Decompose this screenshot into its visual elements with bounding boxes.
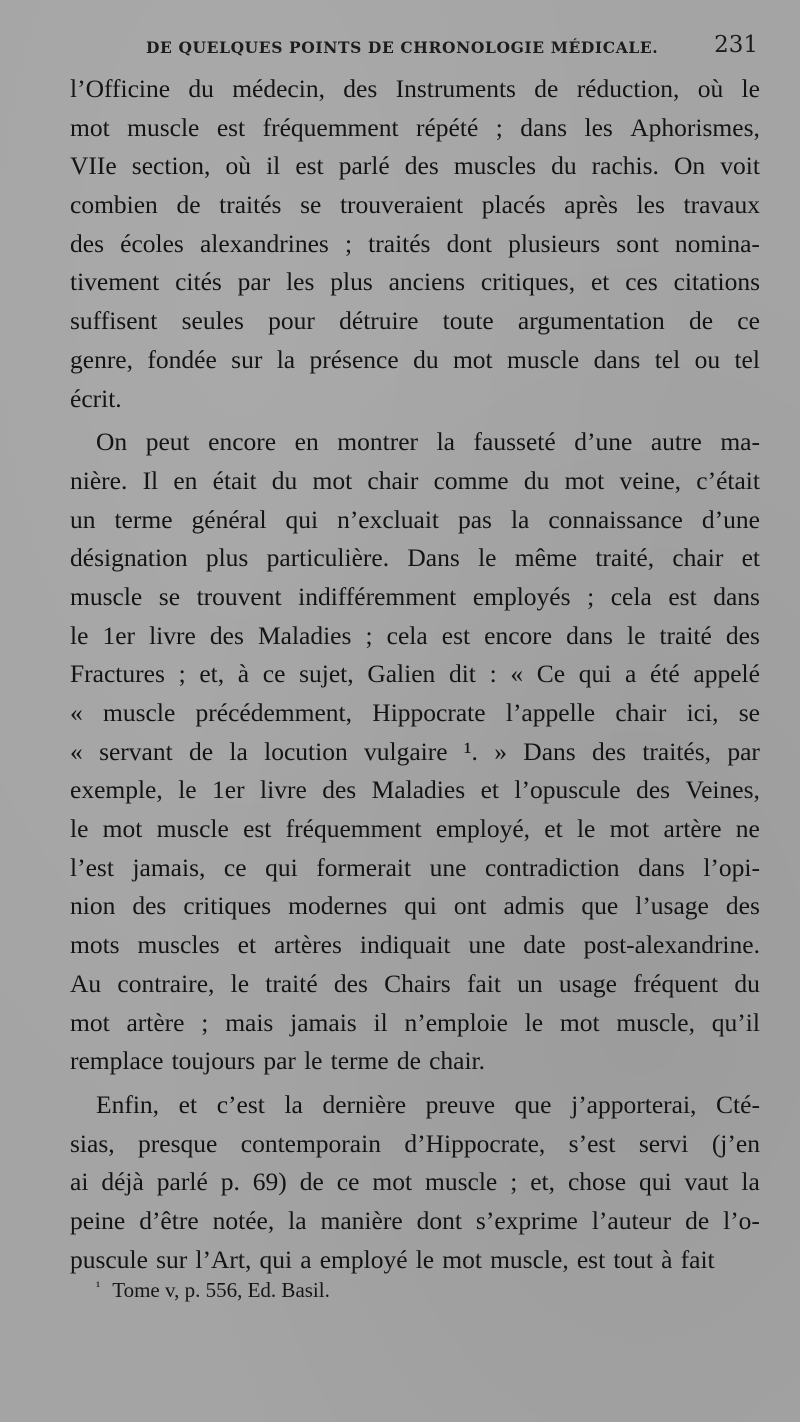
text-line: mot muscle est fréquemment répété ; dans les Aphorismes, (70, 112, 760, 142)
text-line: VIIe section, où il est parlé des muscles du rachis. On voit (70, 151, 760, 181)
text-line: Fractures ; et, à ce sujet, Galien dit : « Ce qui a été appelé (70, 659, 760, 689)
text-line: suffisent seules pour détruire toute argumentation de ce (70, 306, 760, 336)
paragraph (70, 1086, 760, 1279)
text-line: « muscle précédemment, Hippocrate l’appelle chair ici, se (70, 698, 760, 727)
text-line: mot artère ; mais jamais il n’emploie le mot muscle, qu’il (70, 1007, 760, 1037)
text-line: désignation plus particulière. Dans le même traité, chair et (70, 543, 760, 573)
text-line: l’Officine du médecin, des Instruments de réduction, où le (70, 74, 760, 103)
text-line: « servant de la locution vulgaire ¹. » Dans des traités, par (70, 736, 760, 766)
text-line: mots muscles et artères indiquait une date post-alexandrine. (70, 930, 760, 960)
text-line: nion des critiques modernes qui ont admis que l’usage des (70, 891, 760, 921)
text-line: remplace toujours par le terme de chair. (70, 1046, 486, 1076)
text-line: des écoles alexandrines ; traités dont plusieurs sont nomina- (70, 228, 760, 258)
body-text (70, 70, 760, 1279)
text-line: nière. Il en était du mot chair comme du mot veine, c’était (70, 465, 760, 495)
text-line: exemple, le 1er livre des Maladies et l’opuscule des Veines, (70, 775, 760, 805)
text-line: On peut encore en montrer la fausseté d’une autre ma- (96, 427, 760, 457)
text-line: un terme général qui n’excluait pas la connaissance d’une (70, 504, 760, 534)
text-line: l’est jamais, ce qui formerait une contradiction dans l’opi- (70, 852, 760, 882)
text-line: ai déjà parlé p. 69) de ce mot muscle ; et, chose qui vaut la (70, 1167, 760, 1197)
text-line: sias, presque contemporain d’Hippocrate, s’est servi (j’en (70, 1128, 760, 1158)
running-title: DE QUELQUES POINTS DE CHRONOLOGIE MÉDICALE. (146, 38, 659, 57)
text-line: muscle se trouvent indifféremment employés ; cela est dans (70, 581, 760, 611)
text-line: puscule sur l’Art, qui a employé le mot muscle, est tout à fait (70, 1244, 715, 1274)
text-line: tivement cités par les plus anciens critiques, et ces citations (70, 267, 760, 297)
text-line: combien de traités se trouveraient placés après les travaux (70, 190, 760, 220)
text-line: le mot muscle est fréquemment employé, et le mot artère ne (70, 814, 760, 844)
text-line: écrit. (70, 383, 122, 413)
paragraph (70, 423, 760, 1081)
text-line: genre, fondée sur la présence du mot muscle dans tel ou tel (70, 344, 760, 374)
text-line: Au contraire, le traité des Chairs fait un usage fréquent du (70, 968, 760, 998)
paragraph (70, 70, 760, 418)
text-line: le 1er livre des Maladies ; cela est encore dans le traité des (70, 620, 760, 650)
footnote-text: Tome v, p. 556, Ed. Basil. (112, 1278, 330, 1302)
footnote-mark: ¹ (96, 1280, 101, 1295)
footnote (96, 1278, 330, 1303)
running-head (70, 30, 758, 70)
text-line: Enfin, et c’est la dernière preuve que j’apporterai, Cté- (96, 1089, 760, 1119)
page-number: 231 (714, 32, 758, 58)
text-line: peine d’être notée, la manière dont s’exprime l’auteur de l’o- (70, 1205, 760, 1235)
